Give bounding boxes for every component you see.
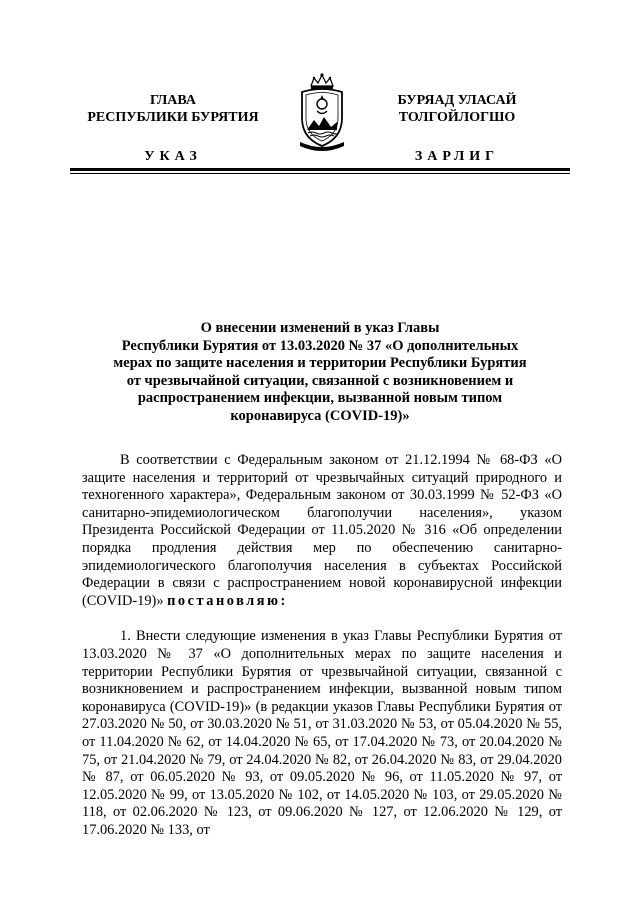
document-body [82, 452, 562, 839]
header-left-title: ГЛАВА [150, 93, 196, 108]
item-1-paragraph: 1. Внести следующие изменения в указ Главы Республики Бурятия от 13.03.2020 № 37 «О дополнительных мерах по защите населения и территории Республики Бурятия от чрезвычайной ситуации, связанной с возникновением и распространением инфекции, вызванной новым типом коронавируса (COVID-19)» (в редакции указов Главы Республики Бурятия от 27.03.2020 № 50, от 30.03.2020 № 51, от 31.03.2020 № 53, от 05.04.2020 № 55, от 11.04.2020 № 62, от 14.04.2020 № 65, от 17.04.2020 № 73, от 20.04.2020 № 75, от 21.04.2020 № 79, от 24.04.2020 № 82, от 26.04.2020 № 83, от 29.04.2020 № 87, от 06.05.2020 № 93, от 09.05.2020 № 96, от 11.05.2020 № 97, от 12.05.2020 № 99, от 13.05.2020 № 102, от 14.05.2020 № 103, от 29.05.2020 № 118, от 02.06.2020 № 123, от 09.06.2020 № 127, от 12.06.2020 № 129, от 17.06.2020 № 133, от [82, 628, 562, 838]
title-line: от чрезвычайной ситуации, связанной с возникновением и [126, 372, 514, 389]
title-line: распространением инфекции, вызванной новым типом [137, 390, 503, 407]
preamble-paragraph [82, 452, 562, 610]
header-left-subtitle: РЕСПУБЛИКИ БУРЯТИЯ [87, 110, 259, 125]
title-line: коронавируса (COVID-19)» [230, 407, 410, 424]
header-right [357, 92, 557, 165]
doc-type-bua: ЗАРЛИГ [414, 149, 500, 164]
preamble-text: В соответствии с Федеральным законом от 21.12.1994 № 68-ФЗ «О защите населения и территорий от чрезвычайных ситуаций природного и техногенного характера», Федеральным законом от 30.03.1999 № 52-ФЗ «О санитарно-эпидемиологическом благополучии населения», указом Президента Российской Федерации от 11.05.2020 № 316 «Об определении порядка продления действия мер по обеспечению санитарно-эпидемиологического благополучия населения в субъектах Российской Федерации в связи с распространением новой коронавирусной инфекции (COVID-19)» [82, 452, 562, 609]
header-left [73, 92, 273, 165]
header-divider-thick [70, 168, 570, 171]
title-line: Республики Бурятия от 13.03.2020 № 37 «О дополнительных [121, 337, 519, 354]
header-right-title: БУРЯАД УЛАСАЙ [397, 93, 517, 108]
header-divider-thin [70, 173, 570, 174]
coat-of-arms-emblem-icon [294, 72, 350, 152]
title-line: мерах по защите населения и территории Республики Бурятия [113, 355, 527, 372]
doc-type-ru: УКАЗ [144, 149, 202, 164]
document-title [100, 320, 540, 426]
title-line: О внесении изменений в указ Главы [200, 320, 440, 336]
resolve-word: постановляю: [167, 592, 288, 609]
header-right-subtitle: ТОЛГОЙЛОГШО [398, 110, 516, 125]
